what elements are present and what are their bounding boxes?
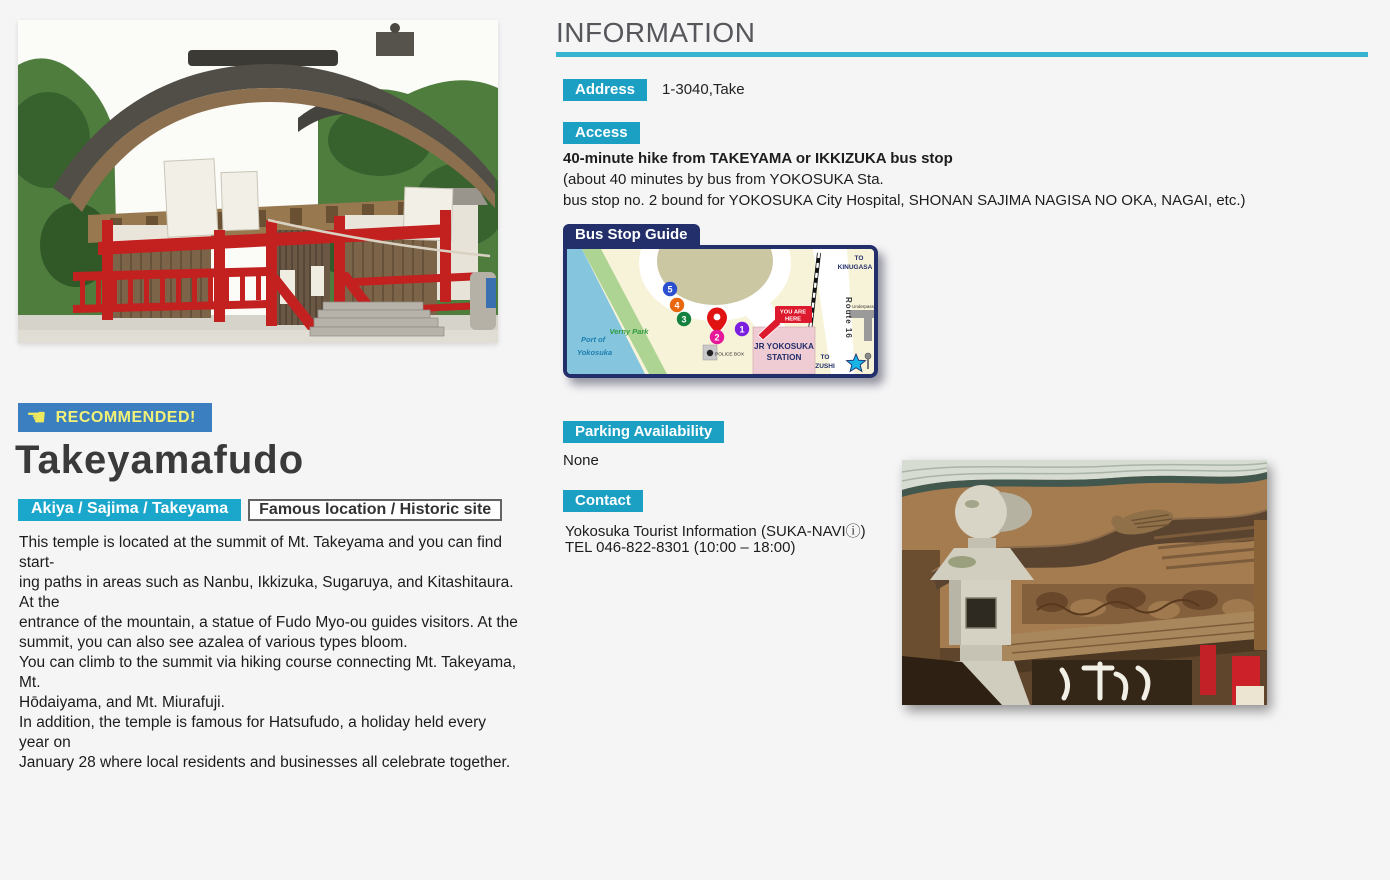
bus-stop-1	[735, 322, 749, 336]
port-label-2: Yokosuka	[577, 348, 613, 357]
bus-stop-guide-label: Bus Stop Guide	[563, 224, 700, 246]
svg-text:HERE: HERE	[784, 316, 802, 323]
svg-text:STATION: STATION	[766, 353, 802, 362]
contact-label-badge: Contact	[563, 490, 643, 512]
to-kinugasa-1: TO	[854, 255, 864, 262]
access-label-badge: Access	[563, 122, 640, 144]
to-zushi-2: ZUSHI	[815, 363, 835, 370]
carving-photo	[902, 460, 1267, 705]
information-heading: INFORMATION	[556, 17, 756, 48]
pointing-hand-icon: ☚	[26, 404, 47, 430]
description-line: Hōdaiyama, and Mt. Miurafuji.	[19, 694, 225, 711]
parking-label-badge: Parking Availability	[563, 421, 724, 443]
svg-text:JR YOKOSUKA: JR YOKOSUKA	[754, 342, 814, 351]
svg-text:3: 3	[681, 314, 687, 325]
svg-text:YOU ARE: YOU ARE	[779, 309, 807, 316]
bus-stop-4	[670, 298, 684, 312]
contact-line1: Yokosuka Tourist Information (SUKA-NAVIⓘ)	[565, 523, 866, 540]
bus-stop-2	[710, 330, 724, 344]
carving-photo-illustration	[902, 460, 1267, 705]
description-line: ing paths in areas such as Nanbu, Ikkizuka, Sugaruya, and Kitashitaura. At the	[19, 574, 514, 611]
underpass-label: Underpass	[852, 304, 874, 309]
parking-value: None	[563, 452, 599, 469]
wood-post	[1254, 520, 1267, 650]
address-label-badge: Address	[563, 79, 647, 101]
description-line: In addition, the temple is famous for Hatsufudo, a holiday held every year on	[19, 714, 486, 751]
information-underline	[556, 52, 1368, 57]
recommended-badge	[18, 403, 212, 432]
address-value: 1-3040,Take	[662, 81, 745, 98]
description-line: You can climb to the summit via hiking course connecting Mt. Takeyama, Mt.	[19, 654, 517, 691]
bus-stop-guide	[563, 224, 878, 378]
description	[19, 533, 519, 773]
access-label-badge-wrap	[563, 122, 640, 144]
svg-text:POLICE BOX: POLICE BOX	[715, 352, 745, 358]
tag-row	[18, 499, 502, 521]
parking-label-badge-wrap	[563, 421, 724, 443]
to-kinugasa-2: KINUGASA	[837, 264, 873, 271]
category-tag: Famous location / Historic site	[248, 499, 502, 521]
recommended-label: RECOMMENDED!	[55, 408, 196, 426]
bus-stop-3	[677, 312, 691, 326]
contact-line2: TEL 046-822-8301 (10:00 – 18:00)	[565, 539, 796, 556]
access-bold-line: 40-minute hike from TAKEYAMA or IKKIZUKA bus stop	[563, 150, 953, 167]
svg-text:5: 5	[667, 284, 673, 295]
bus-stop-5	[663, 282, 677, 296]
temple-photo	[18, 20, 498, 343]
bus-stop-map-illustration	[567, 249, 874, 374]
port-label-1: Port of	[581, 335, 606, 344]
access-line2: (about 40 minutes by bus from YOKOSUKA Sta.	[563, 171, 884, 188]
calligraphy-board	[1032, 660, 1192, 705]
to-zushi-1: TO	[820, 354, 830, 361]
bus-stop-map	[563, 245, 878, 378]
description-line: summit, you can also see azalea of various types bloom.	[19, 634, 408, 651]
svg-text:1: 1	[739, 324, 745, 335]
area-tag: Akiya / Sajima / Takeyama	[18, 499, 241, 521]
stone-marker	[470, 272, 496, 330]
route16-label: Route 16	[844, 297, 853, 339]
description-line: entrance of the mountain, a statue of Fudo Myo-ou guides visitors. At the	[19, 614, 518, 631]
description-line: January 28 where local residents and businesses all celebrate together.	[19, 754, 511, 771]
address-row	[563, 79, 745, 101]
page-title: Takeyamafudo	[15, 438, 305, 482]
access-line3: bus stop no. 2 bound for YOKOSUKA City Hospital, SHONAN SAJIMA NAGISA NO OKA, NAGAI, etc.)	[563, 192, 1246, 209]
svg-text:2: 2	[714, 332, 720, 343]
description-line: This temple is located at the summit of Mt. Takeyama and you can find start-	[19, 534, 503, 571]
verny-park-label: Verny Park	[609, 327, 649, 336]
temple-photo-illustration	[18, 20, 498, 343]
svg-text:4: 4	[674, 300, 680, 311]
contact-label-badge-wrap	[563, 490, 643, 512]
